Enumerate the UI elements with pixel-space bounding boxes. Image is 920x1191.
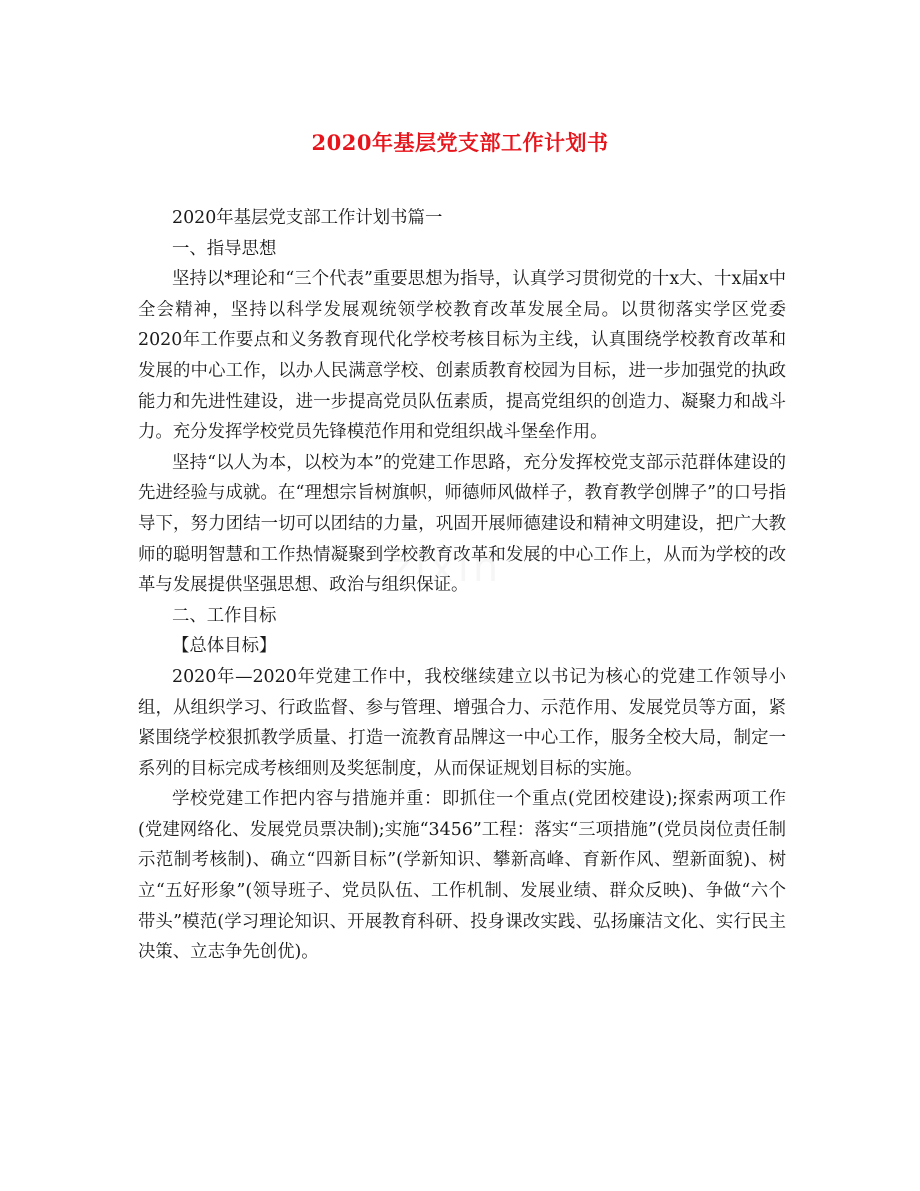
document-title: 2020年基层党支部工作计划书 [311, 130, 609, 155]
paragraph-guiding-ideology: 坚持以*理论和“三个代表”重要思想为指导，认真学习贯彻党的十x大、十x届x中全会精神，坚持以科学发展观统领学校教育改革发展全局。以贯彻落实学区党委2020年工作要点和义务教育现代化学校考核目标为主线，认真围绕学校教育改革和发展的中心工作，以办人民满意学校、创素质教育校园为目标，进一步加强党的执政能力和先进性建设，进一步提高党员队伍素质，提高党组织的创造力、凝聚力和战斗力。充分发挥学校党员先锋模范作用和党组织战斗堡垒作用。 [138, 269, 786, 443]
paragraph-content-and-measures: 学校党建工作把内容与措施并重：即抓住一个重点(党团校建设);探索两项工作(党建网络化、发展党员票决制);实施“3456”工程：落实“三项措施”(党员岗位责任制示范制考核制)、确立“四新目标”(学新知识、攀新高峰、育新作风、塑新面貌)、树立“五好形象”(领导班子、党员队伍、工作机制、发展业绩、群众反映)、争做“六个带头”模范(学习理论知识、开展教育科研、投身课改实践、弘扬廉洁文化、实行民主决策、立志争先创优)。 [138, 789, 786, 963]
document-body [138, 203, 786, 968]
paragraph-party-building-approach: 坚持“以人为本，以校为本”的党建工作思路，充分发挥校党支部示范群体建设的先进经验与成就。在“理想宗旨树旗帜，师德师风做样子，教育教学创牌子”的口号指导下，努力团结一切可以团结的力量，巩固开展师德建设和精神文明建设，把广大教师的聪明智慧和工作热情凝聚到学校教育改革和发展的中心工作上，从而为学校的改革与发展提供坚强思想、政治与组织保证。 [138, 452, 786, 596]
section-heading-guiding-ideology: 一、指导思想 [172, 238, 277, 259]
section-heading-plan: 2020年基层党支部工作计划书篇一 [172, 208, 443, 228]
subheading-overall-goals: 【总体目标】 [172, 636, 277, 657]
section-heading-work-goals: 二、工作目标 [172, 605, 277, 626]
paragraph-overall-goals: 2020年—2020年党建工作中，我校继续建立以书记为核心的党建工作领导小组，从组织学习、行政监督、参与管理、增强合力、示范作用、发展党员等方面，紧紧围绕学校狠抓教学质量、打造一流教育品牌这一中心工作，服务全校大局，制定一系列的目标完成考核细则及奖惩制度，从而保证规划目标的实施。 [138, 666, 786, 779]
